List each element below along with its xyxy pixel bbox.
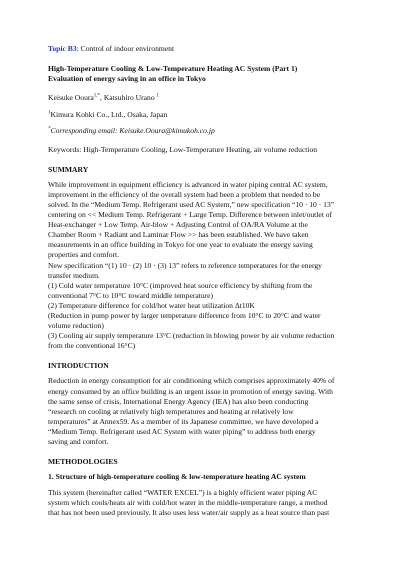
summary-heading: SUMMARY — [48, 164, 89, 174]
text-line: conventional 7°C to 10°C toward middle temperature) — [48, 290, 214, 300]
topic-line — [48, 44, 364, 54]
email-sup: * — [48, 126, 51, 132]
text-line: centering on << Medium Temp. Refrigerant + Large Temp. Difference between inlet/outlet of — [48, 210, 333, 220]
text-line: (1) Cold water temperature 10°C (improved heat source efficiency by shifting from the — [48, 280, 313, 290]
keywords: Keywords: High-Temperature Cooling, Low-Temperature Heating, air volume reduction — [48, 144, 318, 154]
author-list — [48, 93, 364, 103]
methodologies-subheading: 1. Structure of high-temperature cooling & low-temperature heating AC system — [48, 472, 306, 482]
text-line: the same sense of crisis, International Energy Agency (IEA) has also been conducting — [48, 396, 309, 406]
affiliation — [48, 110, 364, 120]
topic-tag: Topic B3 — [48, 44, 77, 53]
paper-content — [48, 44, 364, 519]
corresponding-email — [48, 126, 364, 136]
text-line: volume reduction) — [48, 321, 104, 331]
text-line: solved. In the “Medium Temp. Refrigerant used AC System,” new specification “10 · 10 · 13” — [48, 199, 335, 209]
author-separator: , — [100, 93, 104, 103]
text-line: improvement in the efficiency of the overall system had been a problem that needed to be — [48, 189, 321, 199]
text-line: temperatures” at Annex59. As a member of its Japanese committee, we have developed a — [48, 416, 319, 426]
author-2: Katsuhiro Urano — [103, 93, 155, 103]
text-line: Reduction in energy consumption for air conditioning which comprises approximately 40% of — [48, 376, 335, 386]
text-line: properties and comfort. — [48, 250, 120, 260]
text-line: from the conventional 16°C) — [48, 341, 136, 351]
affiliation-sup: 1 — [48, 110, 51, 116]
text-line: (Reduction in pump power by larger temperature difference from 10°C to 20°C and water — [48, 310, 321, 320]
text-line: (2) Temperature difference for cold/hot water heat utilization Δt10K — [48, 300, 255, 310]
text-line: This system (hereinafter called “WATER EXCEL”) is a highly efficient water piping AC — [48, 488, 318, 498]
text-line: energy consumed by an office building is an urgent issue in promotion of energy saving. With — [48, 386, 333, 396]
text-line: measurements in an office building in Tokyo for one year to evaluate the energy saving — [48, 240, 313, 250]
text-line: that has not been used previously. It also uses less water/air supply as a heat source than past — [48, 508, 330, 518]
text-line: saving and comfort. — [48, 437, 109, 446]
text-line: While improvement in equipment efficiency is advanced in water piping central AC system, — [48, 179, 328, 189]
topic-text: : Control of indoor environment — [76, 44, 175, 53]
affiliation-text: Kimura Kohki Co., Ltd., Osaka, Japan — [50, 110, 168, 120]
text-line: Heat-exchanger + Low Temp. Air-blow + Adjusting Control of OA/RA Volume at the — [48, 220, 308, 230]
text-line: system which cools/heats air with cold/hot water in the middle-temperature range, a method — [48, 498, 328, 508]
introduction-body — [48, 376, 364, 447]
text-line: (3) Cooling air supply temperature 13°C (reduction in blowing power by air volume reduction — [48, 331, 335, 341]
text-line: “Medium Temp. Refrigerant used AC System with water piping” to address both energy — [48, 426, 316, 436]
author-2-sup: 1 — [156, 93, 160, 99]
title-line-1: High-Temperature Cooling & Low-Temperature Heating AC System (Part 1) — [48, 64, 298, 74]
email-text: Corresponding email: Keisuke.Ooura@kimukoh.co.jp — [50, 126, 215, 136]
methodologies-body — [48, 488, 364, 518]
text-line: transfer medium. — [48, 270, 100, 280]
title-line-2: Evaluation of energy saving in an office in Tokyo — [48, 74, 206, 84]
summary-body — [48, 180, 364, 352]
paper-title — [48, 64, 364, 84]
text-line: Chamber Room + Radiant and Laminar Flow >> has been established. We have taken — [48, 230, 309, 240]
introduction-heading: INTRODUCTION — [48, 361, 109, 371]
author-1: Keisuke Ooura — [48, 93, 94, 103]
author-1-sup: 1,* — [93, 93, 101, 99]
methodologies-heading: METHODOLOGIES — [48, 457, 118, 467]
text-line: “research on cooling at relatively high temperatures and heating at relatively low — [48, 406, 294, 416]
text-line: New specification “(1) 10 · (2) 10 · (3) 13” refers to reference temperatures for the energy — [48, 260, 322, 270]
